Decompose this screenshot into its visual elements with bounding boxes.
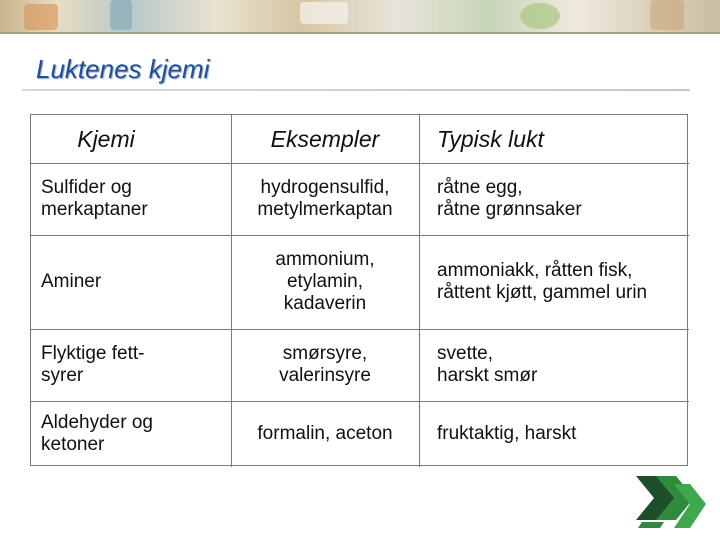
table-cell: Aldehyder og ketoner	[41, 412, 153, 455]
smell-chemistry-table	[30, 114, 688, 466]
table-cell: smørsyre, valerinsyre	[279, 343, 371, 386]
table-cell: svette, harskt smør	[437, 343, 538, 386]
table-cell: ammonium, etylamin, kadaverin	[275, 249, 375, 314]
table-cell: Sulfider og merkaptaner	[41, 177, 148, 220]
table-cell: ammoniakk, råtten fisk, råttent kjøtt, gammel urin	[437, 260, 648, 303]
banner-decoration	[650, 0, 684, 30]
table-cell: fruktaktig, harskt	[437, 423, 577, 444]
column-divider	[419, 115, 420, 467]
banner-decoration	[24, 4, 58, 30]
column-header-eksempler: Eksempler	[270, 126, 380, 152]
title-underline	[22, 89, 690, 91]
banner-decoration	[300, 2, 348, 24]
table-cell: formalin, aceton	[257, 423, 393, 444]
header-photo-banner	[0, 0, 720, 32]
table-cell: råtne egg, råtne grønnsaker	[437, 177, 582, 220]
banner-decoration	[110, 0, 132, 30]
table-cell: Aminer	[41, 271, 102, 292]
slide-title: Luktenes kjemi	[36, 54, 210, 84]
table-cell: hydrogensulfid, metylmerkaptan	[257, 177, 393, 220]
green-chevron-logo-icon	[634, 470, 710, 532]
banner-divider	[0, 32, 720, 34]
banner-decoration	[520, 3, 560, 29]
column-header-typisk-lukt: Typisk lukt	[437, 126, 544, 152]
table-cell: Flyktige fett- syrer	[41, 343, 145, 386]
column-header-kjemi: Kjemi	[77, 126, 135, 152]
